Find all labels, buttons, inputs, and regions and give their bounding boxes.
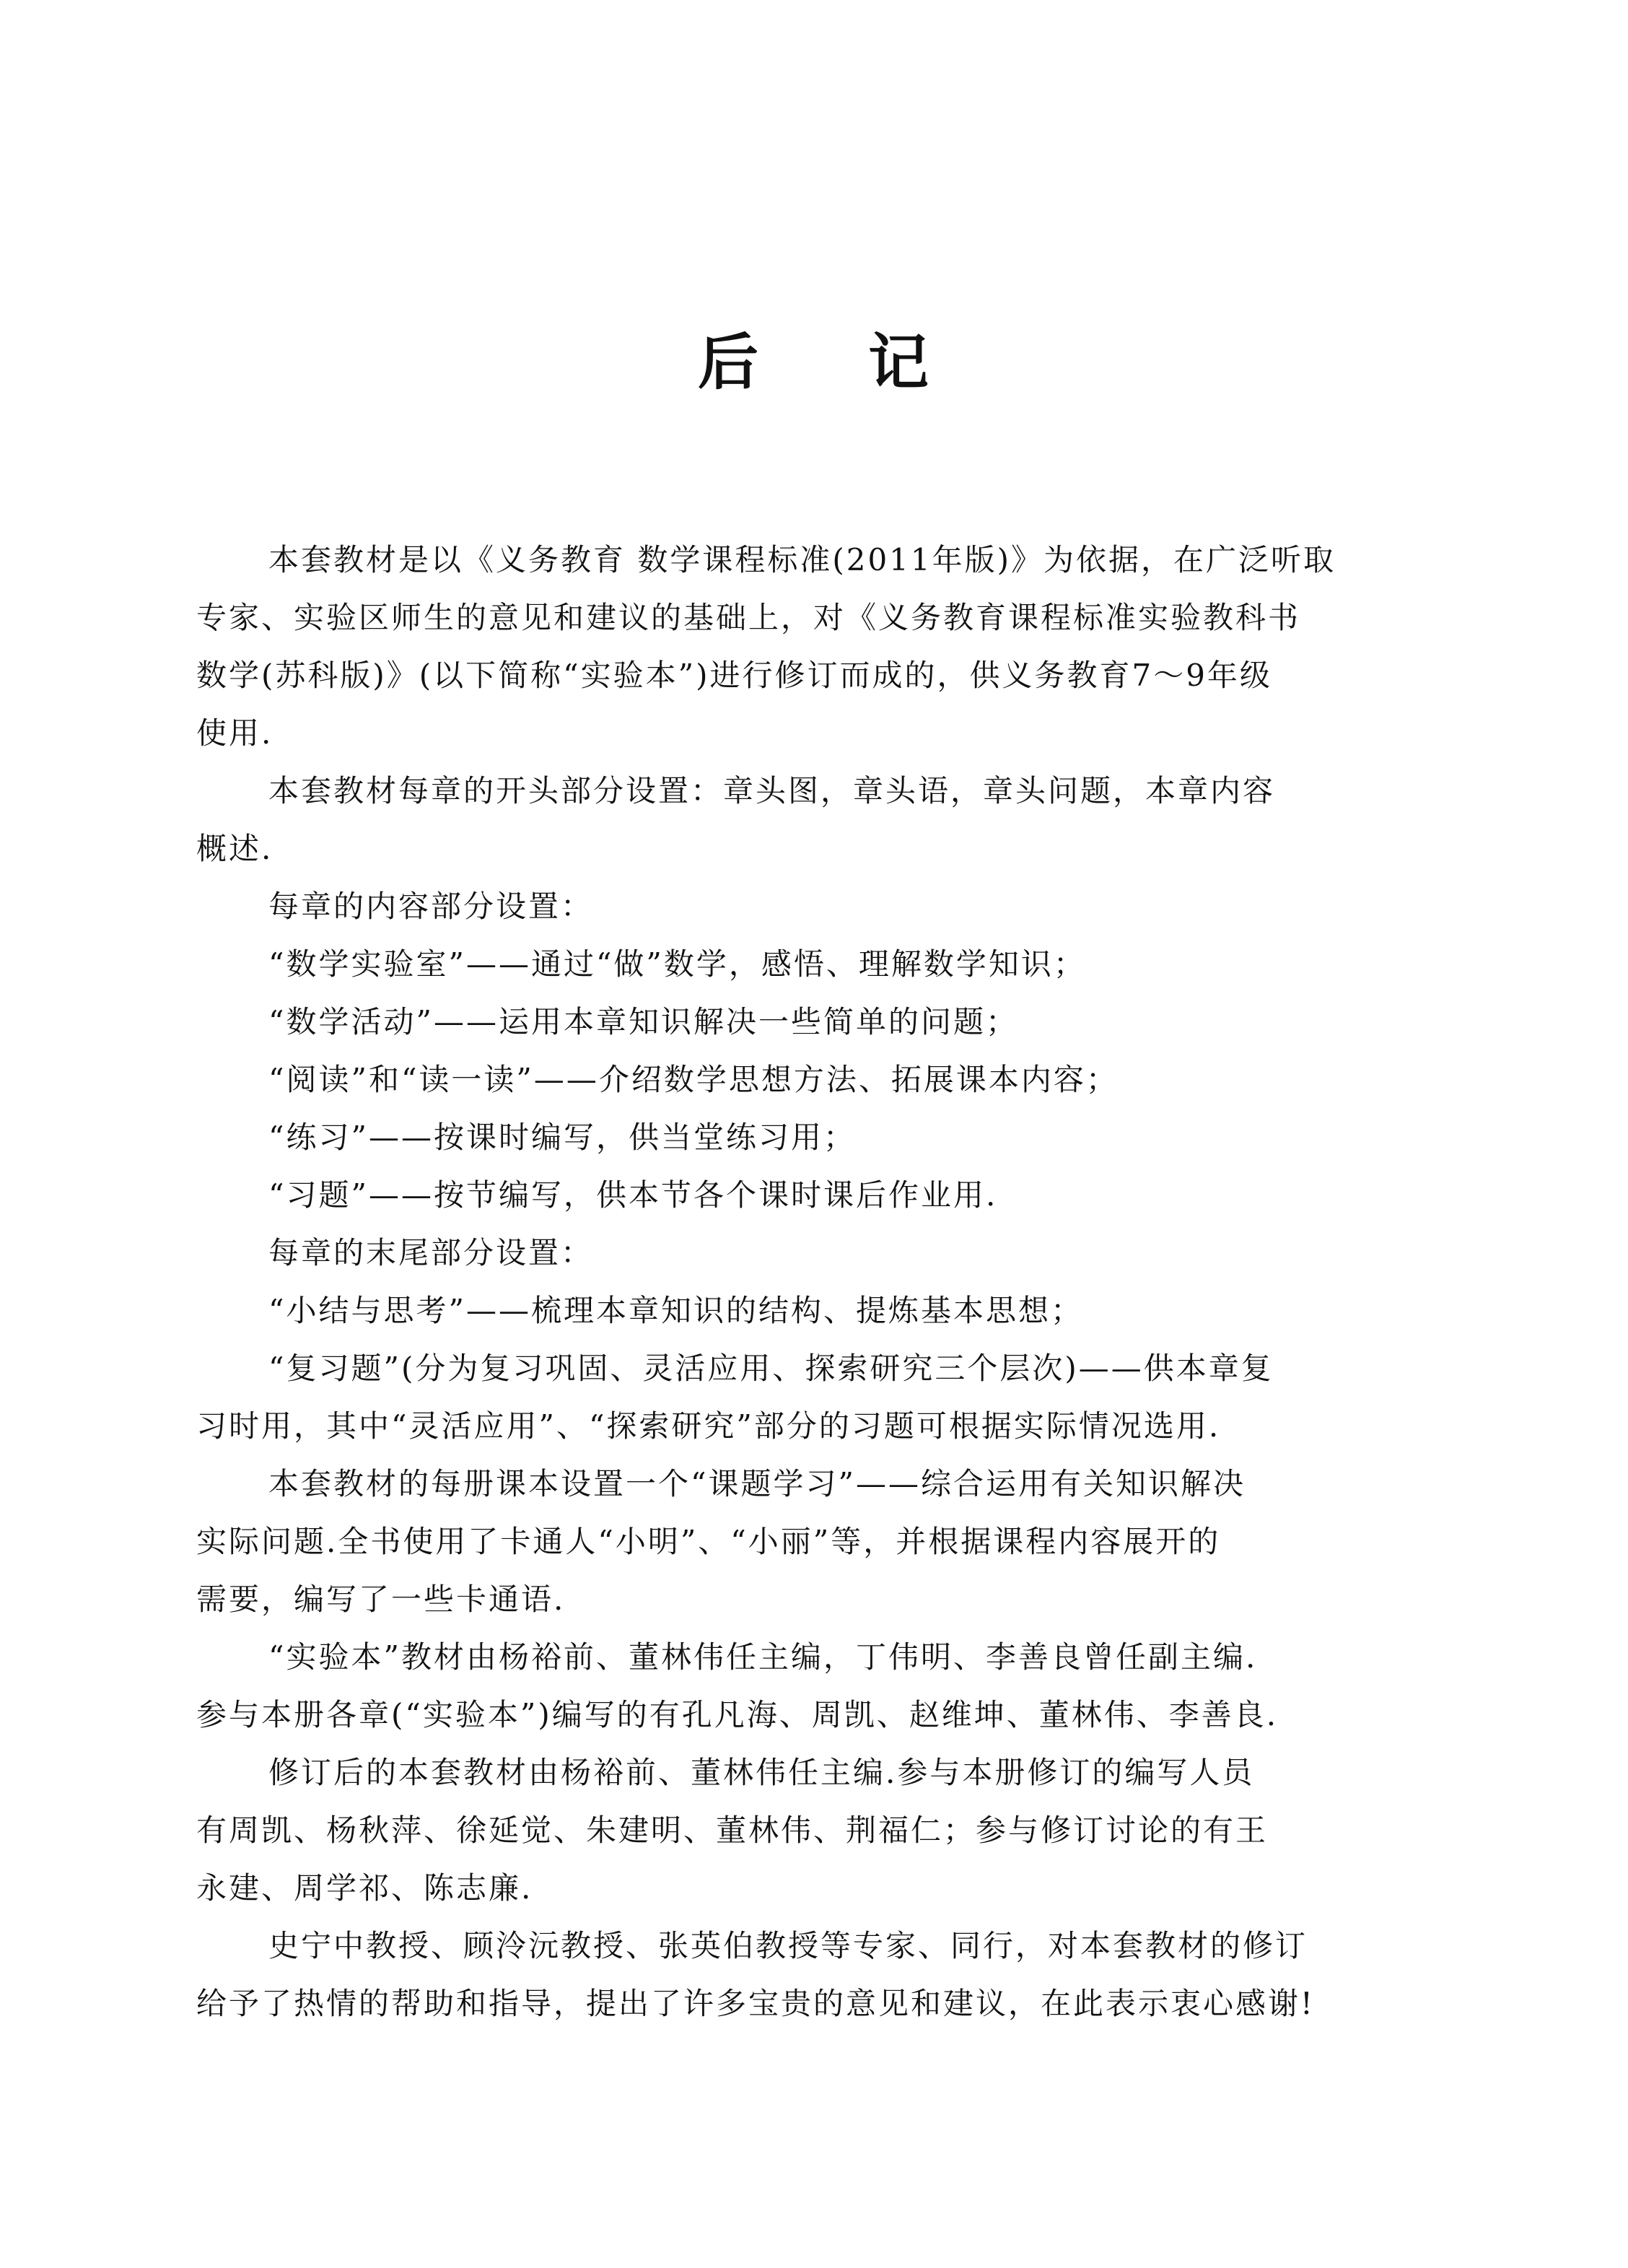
text-line: 本套教材是以《义务教育 数学课程标准(2011年版)》为依据，在广泛听取 <box>268 542 1336 577</box>
text-line: “复习题”(分为复习巩固、灵活应用、探索研究三个层次)——供本章复 <box>268 1351 1274 1386</box>
text-line: 永建、周学祁、陈志廉. <box>196 1870 533 1906</box>
text-line: 给予了热情的帮助和指导，提出了许多宝贵的意见和建议，在此表示衷心感谢! <box>196 1986 1315 2021</box>
text-line: 专家、实验区师生的意见和建议的基础上，对《义务教育课程标准实验教科书 <box>196 600 1301 635</box>
text-line: “实验本”教材由杨裕前、董林伟任主编，丁伟明、李善良曾任副主编. <box>268 1639 1258 1675</box>
text-line: 需要，编写了一些卡通语. <box>196 1582 566 1617</box>
text-line: 史宁中教授、顾泠沅教授、张英伯教授等专家、同行，对本套教材的修订 <box>268 1928 1308 1963</box>
text-line: “阅读”和“读一读”——介绍数学思想方法、拓展课本内容； <box>268 1062 1119 1097</box>
text-line: 习时用，其中“灵活应用”、“探索研究”部分的习题可根据实际情况选用. <box>196 1408 1221 1444</box>
text-line: 本套教材每章的开头部分设置：章头图，章头语，章头问题，本章内容 <box>268 773 1276 808</box>
text-line: 概述. <box>196 831 273 866</box>
text-line: “习题”——按节编写，供本节各个课时课后作业用. <box>268 1177 998 1213</box>
text-line: 使用. <box>196 715 273 751</box>
text-line: 修订后的本套教材由杨裕前、董林伟任主编.参与本册修订的编写人员 <box>268 1755 1255 1790</box>
title-char-2: 记 <box>868 327 931 398</box>
text-line: “小结与思考”——梳理本章知识的结构、提炼基本思想； <box>268 1293 1083 1328</box>
text-line: 每章的末尾部分设置： <box>268 1235 594 1270</box>
text-line: 参与本册各章(“实验本”)编写的有孔凡海、周凯、赵维坤、董林伟、李善良. <box>196 1697 1279 1732</box>
text-line: 每章的内容部分设置： <box>268 889 594 924</box>
body-text <box>196 531 1420 2033</box>
text-line: “数学活动”——运用本章知识解决一些简单的问题； <box>268 1004 1018 1039</box>
title-char-1: 后 <box>697 327 760 398</box>
text-line: “数学实验室”——通过“做”数学，感悟、理解数学知识； <box>268 946 1086 982</box>
text-line: 本套教材的每册课本设置一个“课题学习”——综合运用有关知识解决 <box>268 1466 1246 1501</box>
page-title <box>0 326 1628 398</box>
text-line: 实际问题.全书使用了卡通人“小明”、“小丽”等，并根据课程内容展开的 <box>196 1524 1221 1559</box>
text-line: “练习”——按课时编写，供当堂练习用； <box>268 1120 856 1155</box>
text-line: 有周凯、杨秋萍、徐延觉、朱建明、董林伟、荆福仁；参与修订讨论的有王 <box>196 1813 1269 1848</box>
text-line: 数学(苏科版)》(以下简称“实验本”)进行修订而成的，供义务教育7～9年级 <box>196 658 1272 693</box>
